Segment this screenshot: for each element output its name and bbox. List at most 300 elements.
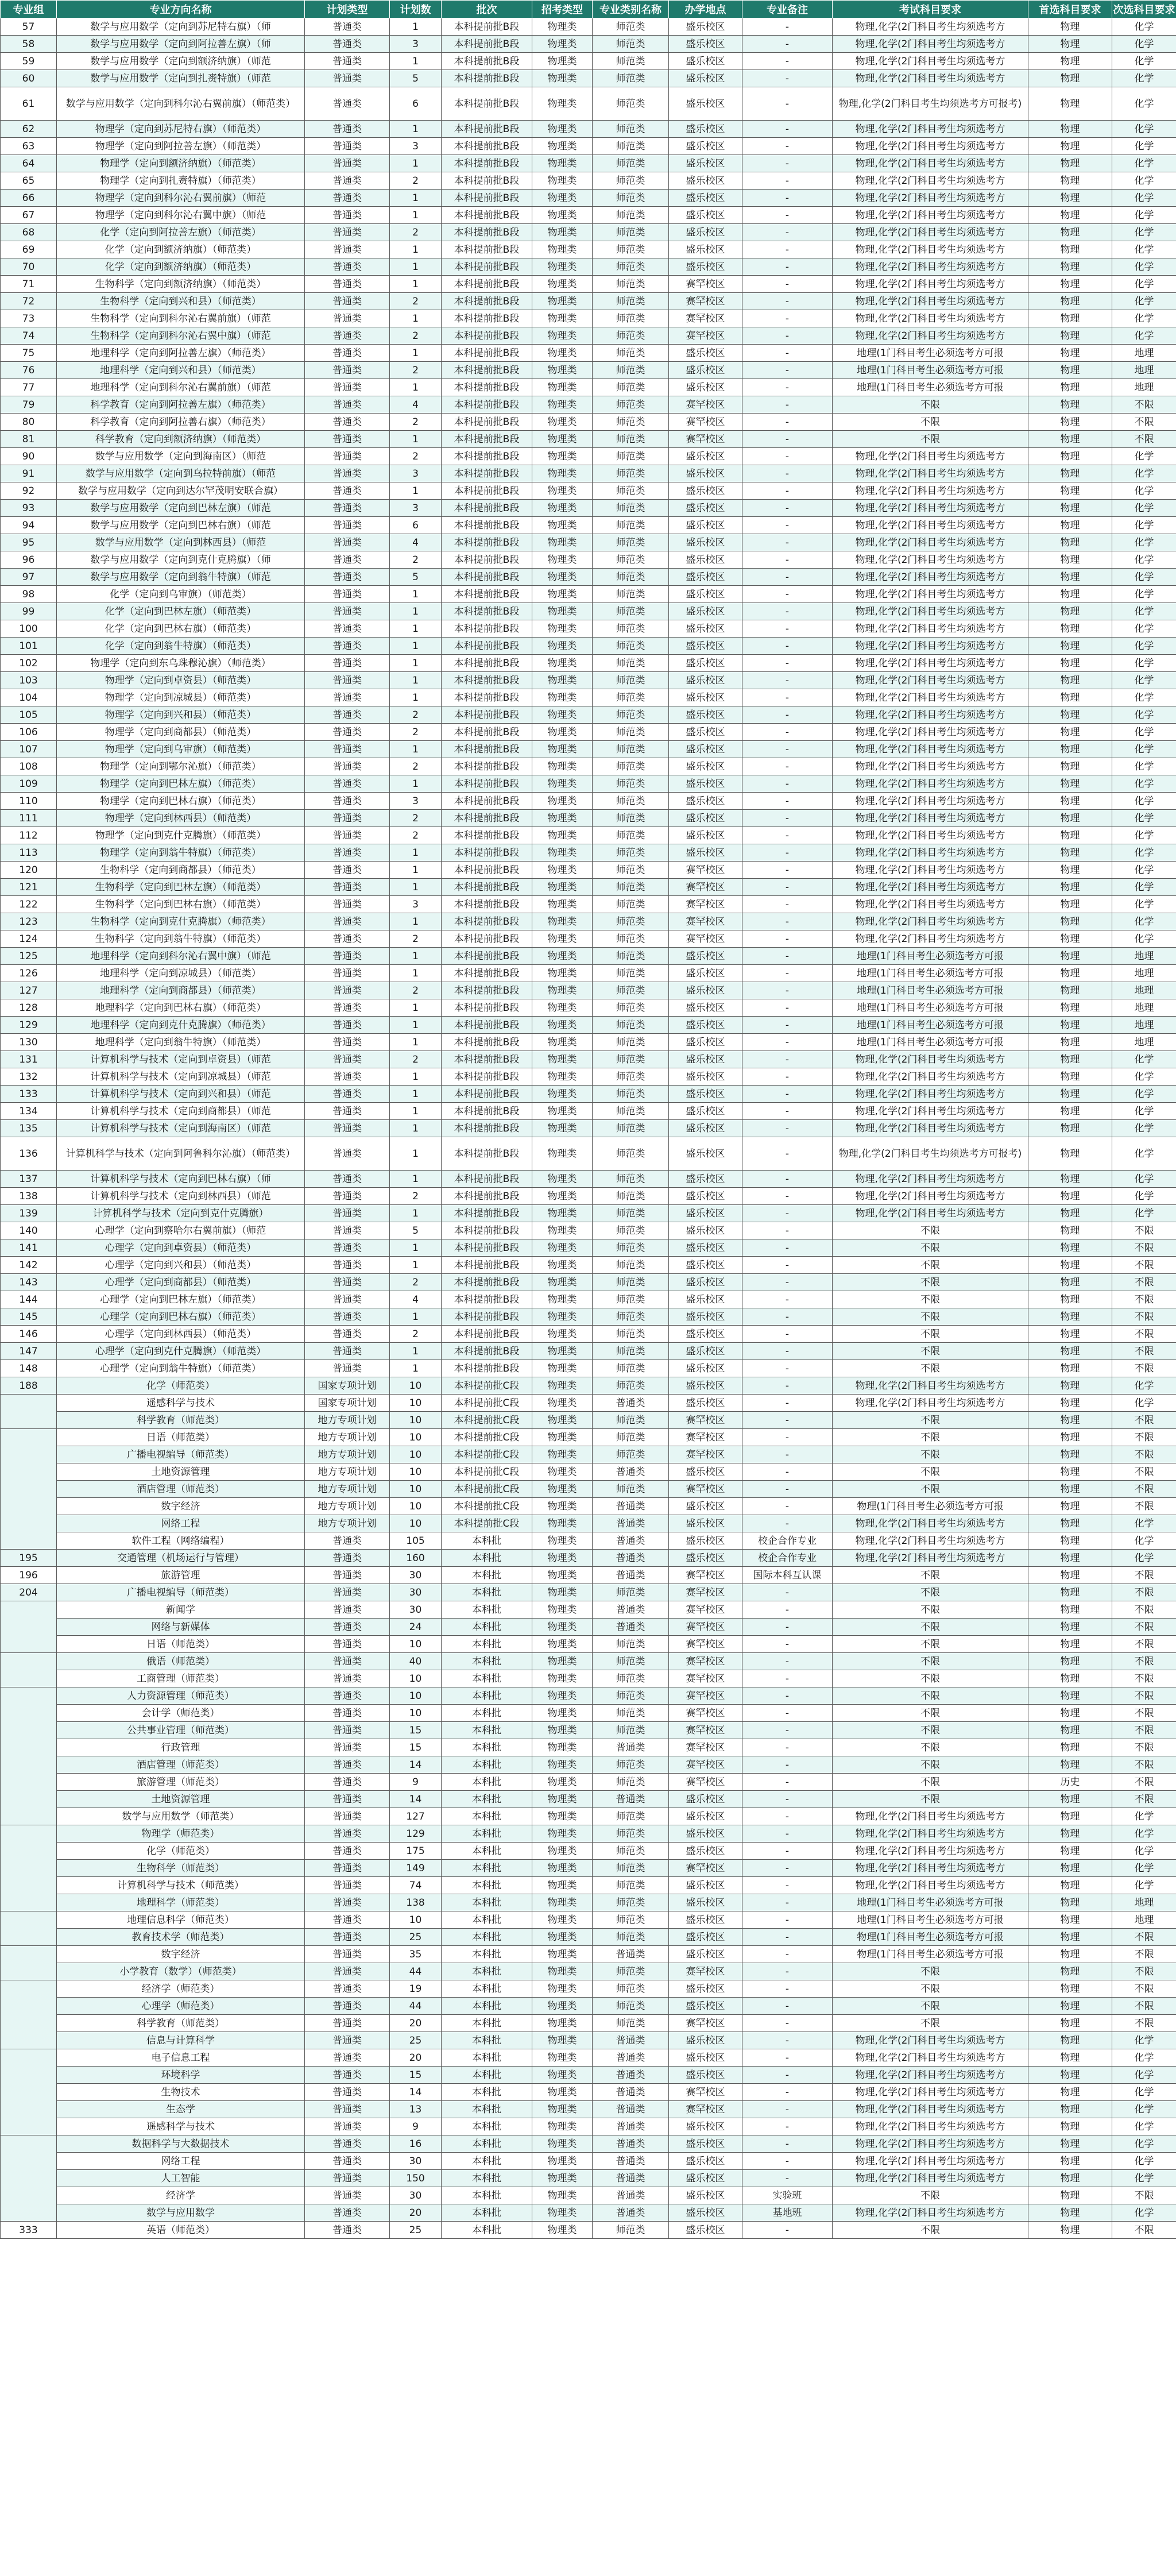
cell-exam-type: 物理类 [532,758,593,775]
cell-second-subject: 地理 [1112,965,1176,982]
cell-campus: 盛乐校区 [669,1550,742,1567]
cell-group: 77 [1,379,57,396]
cell-subject-req: 不限 [833,1998,1028,2015]
cell-subject-req: 物理,化学(2门科目考生均须选考方 [833,207,1028,224]
cell-exam-type: 物理类 [532,87,593,121]
cell-remark: - [742,1291,833,1308]
table-row [1,1463,1176,1481]
cell-batch: 本科提前批B段 [442,1274,532,1291]
cell-category: 师范类 [593,1120,669,1137]
cell-plan-type: 普通类 [305,1601,390,1619]
cell-plan-count: 1 [390,999,442,1017]
cell-batch: 本科提前批B段 [442,465,532,482]
cell-plan-type: 普通类 [305,362,390,379]
cell-plan-type: 普通类 [305,1239,390,1257]
cell-batch: 本科提前批C段 [442,1498,532,1515]
cell-campus: 赛罕校区 [669,1412,742,1429]
cell-major: 科学教育（定向到阿拉善左旗）（师范类） [57,396,305,414]
cell-subject-req: 物理,化学(2门科目考生均须选考方 [833,1051,1028,1068]
cell-category: 师范类 [593,448,669,465]
table-row [1,2015,1176,2032]
cell-exam-type: 物理类 [532,1791,593,1808]
cell-major: 物理学（定向到苏尼特右旗）（师范类） [57,121,305,138]
cell-major: 化学（师范类） [57,1843,305,1860]
cell-campus: 盛乐校区 [669,1377,742,1395]
table-row [1,207,1176,224]
cell-second-subject: 化学 [1112,18,1176,36]
cell-batch: 本科提前批B段 [442,345,532,362]
cell-campus: 盛乐校区 [669,603,742,620]
cell-group: 104 [1,689,57,706]
cell-group: 72 [1,293,57,310]
cell-campus: 盛乐校区 [669,1894,742,1911]
cell-major: 物理学（定向到东乌珠穆沁旗）（师范类） [57,655,305,672]
cell-second-subject: 化学 [1112,603,1176,620]
cell-plan-count: 2 [390,327,442,345]
table-row [1,896,1176,913]
cell-major: 心理学（定向到巴林右旗）（师范类） [57,1308,305,1326]
cell-remark: - [742,87,833,121]
cell-plan-type: 地方专项计划 [305,1481,390,1498]
cell-plan-type: 普通类 [305,276,390,293]
cell-batch: 本科批 [442,2187,532,2204]
cell-remark: - [742,2049,833,2067]
cell-plan-type: 普通类 [305,1257,390,1274]
table-row [1,2135,1176,2153]
cell-subject-req: 不限 [833,1446,1028,1463]
cell-batch: 本科批 [442,1963,532,1980]
cell-subject-req: 物理,化学(2门科目考生均须选考方 [833,810,1028,827]
cell-plan-type: 普通类 [305,1687,390,1705]
cell-remark: - [742,172,833,190]
cell-major: 物理学（定向到鄂尔沁旗）（师范类） [57,758,305,775]
cell-exam-type: 物理类 [532,793,593,810]
cell-exam-type: 物理类 [532,1894,593,1911]
cell-plan-type: 普通类 [305,1825,390,1843]
cell-second-subject: 不限 [1112,1963,1176,1980]
cell-plan-type: 普通类 [305,1722,390,1739]
cell-category: 师范类 [593,431,669,448]
cell-batch: 本科批 [442,1998,532,2015]
cell-exam-type: 物理类 [532,258,593,276]
cell-batch: 本科提前批B段 [442,706,532,724]
cell-group: 103 [1,672,57,689]
cell-first-subject: 物理 [1028,345,1112,362]
cell-first-subject: 物理 [1028,948,1112,965]
cell-major: 生物科学（定向到克什克腾旗）（师范类） [57,913,305,930]
table-row [1,793,1176,810]
cell-major: 经济学 [57,2187,305,2204]
cell-plan-type: 普通类 [305,1326,390,1343]
cell-batch: 本科提前批B段 [442,241,532,258]
cell-plan-count: 10 [390,1395,442,1412]
cell-major: 生物科学（定向到巴林右旗）（师范类） [57,896,305,913]
cell-plan-type: 普通类 [305,327,390,345]
cell-remark: - [742,1068,833,1086]
cell-plan-count: 1 [390,1017,442,1034]
cell-major: 化学（定向到翁牛特旗）（师范类） [57,638,305,655]
cell-major: 地理科学（师范类） [57,1894,305,1911]
cell-major: 数学与应用数学（定向到额济纳旗）（师范 [57,53,305,70]
cell-group [1,1911,57,1946]
cell-second-subject: 化学 [1112,2032,1176,2049]
cell-group: 95 [1,534,57,551]
cell-first-subject: 物理 [1028,603,1112,620]
cell-plan-count: 1 [390,53,442,70]
cell-campus: 赛罕校区 [669,1860,742,1877]
table-row [1,775,1176,793]
cell-remark: - [742,2015,833,2032]
cell-subject-req: 物理,化学(2门科目考生均须选考方 [833,724,1028,741]
cell-exam-type: 物理类 [532,293,593,310]
cell-plan-type: 普通类 [305,965,390,982]
cell-first-subject: 物理 [1028,517,1112,534]
cell-exam-type: 物理类 [532,844,593,862]
cell-second-subject: 化学 [1112,500,1176,517]
cell-exam-type: 物理类 [532,982,593,999]
cell-batch: 本科批 [442,1687,532,1705]
cell-first-subject: 物理 [1028,1705,1112,1722]
cell-category: 师范类 [593,758,669,775]
cell-major: 地理科学（定向到科尔沁右翼前旗）（师范 [57,379,305,396]
table-row [1,1343,1176,1360]
cell-exam-type: 物理类 [532,999,593,1017]
cell-plan-count: 1 [390,965,442,982]
cell-batch: 本科提前批B段 [442,327,532,345]
cell-category: 师范类 [593,620,669,638]
cell-campus: 盛乐校区 [669,1843,742,1860]
cell-subject-req: 物理,化学(2门科目考生均须选考方 [833,276,1028,293]
cell-second-subject: 不限 [1112,1774,1176,1791]
cell-subject-req: 物理,化学(2门科目考生均须选考方 [833,741,1028,758]
cell-subject-req: 物理,化学(2门科目考生均须选考方 [833,36,1028,53]
cell-plan-count: 9 [390,2118,442,2135]
cell-batch: 本科提前批B段 [442,724,532,741]
cell-exam-type: 物理类 [532,1463,593,1481]
cell-category: 普通类 [593,1791,669,1808]
cell-remark: - [742,620,833,638]
cell-major: 行政管理 [57,1739,305,1756]
cell-subject-req: 物理,化学(2门科目考生均须选考方 [833,1532,1028,1550]
header-batch: 批次 [442,1,532,18]
cell-category: 师范类 [593,18,669,36]
cell-group: 134 [1,1103,57,1120]
cell-category: 师范类 [593,586,669,603]
cell-batch: 本科批 [442,1739,532,1756]
cell-campus: 盛乐校区 [669,2032,742,2049]
cell-second-subject: 化学 [1112,689,1176,706]
cell-remark: - [742,810,833,827]
cell-plan-type: 普通类 [305,2222,390,2239]
cell-category: 普通类 [593,2084,669,2101]
cell-plan-count: 2 [390,224,442,241]
cell-subject-req: 不限 [833,1481,1028,1498]
cell-plan-count: 1 [390,1137,442,1171]
cell-batch: 本科提前批C段 [442,1515,532,1532]
cell-category: 师范类 [593,930,669,948]
cell-plan-type: 普通类 [305,517,390,534]
cell-first-subject: 物理 [1028,551,1112,569]
cell-second-subject: 化学 [1112,155,1176,172]
cell-group: 127 [1,982,57,999]
table-row [1,1498,1176,1515]
cell-major: 工商管理（师范类） [57,1670,305,1687]
table-row [1,1274,1176,1291]
table-row [1,965,1176,982]
table-row [1,379,1176,396]
cell-exam-type: 物理类 [532,1636,593,1653]
cell-group: 136 [1,1137,57,1171]
cell-exam-type: 物理类 [532,1360,593,1377]
cell-second-subject: 化学 [1112,2049,1176,2067]
cell-exam-type: 物理类 [532,1274,593,1291]
cell-batch: 本科批 [442,1980,532,1998]
cell-plan-type: 普通类 [305,551,390,569]
cell-plan-count: 30 [390,1601,442,1619]
table-row [1,465,1176,482]
cell-major: 小学教育（数学）（师范类） [57,1963,305,1980]
cell-second-subject: 不限 [1112,1739,1176,1756]
cell-campus: 赛罕校区 [669,1636,742,1653]
cell-campus: 盛乐校区 [669,2222,742,2239]
cell-second-subject: 化学 [1112,913,1176,930]
cell-plan-count: 1 [390,689,442,706]
cell-plan-count: 19 [390,1980,442,1998]
cell-group: 61 [1,87,57,121]
cell-remark: - [742,293,833,310]
cell-second-subject: 不限 [1112,1222,1176,1239]
cell-remark: - [742,448,833,465]
cell-first-subject: 物理 [1028,53,1112,70]
cell-subject-req: 物理,化学(2门科目考生均须选考方 [833,224,1028,241]
cell-batch: 本科批 [442,2135,532,2153]
cell-major: 地理信息科学（师范类） [57,1911,305,1929]
cell-subject-req: 物理,化学(2门科目考生均须选考方 [833,1860,1028,1877]
cell-major: 计算机科学与技术（定向到凉城县）（师范 [57,1068,305,1086]
cell-exam-type: 物理类 [532,1550,593,1567]
cell-plan-type: 普通类 [305,258,390,276]
cell-major: 遥感科学与技术 [57,2118,305,2135]
cell-subject-req: 地理(1门科目考生必须选考方可报 [833,362,1028,379]
cell-exam-type: 物理类 [532,879,593,896]
cell-plan-count: 10 [390,1911,442,1929]
cell-plan-count: 1 [390,345,442,362]
cell-plan-count: 2 [390,930,442,948]
cell-exam-type: 物理类 [532,1687,593,1705]
cell-plan-count: 138 [390,1894,442,1911]
cell-plan-count: 14 [390,1791,442,1808]
cell-plan-type: 普通类 [305,758,390,775]
cell-plan-count: 1 [390,379,442,396]
cell-remark: - [742,224,833,241]
cell-batch: 本科提前批B段 [442,190,532,207]
cell-remark: - [742,1584,833,1601]
cell-category: 师范类 [593,70,669,87]
cell-group: 112 [1,827,57,844]
cell-remark: - [742,1739,833,1756]
cell-plan-type: 普通类 [305,431,390,448]
cell-major: 化学（定向到额济纳旗）（师范类） [57,258,305,276]
cell-batch: 本科提前批B段 [442,1257,532,1274]
cell-second-subject: 不限 [1112,1653,1176,1670]
cell-first-subject: 物理 [1028,1308,1112,1326]
cell-first-subject: 物理 [1028,2101,1112,2118]
cell-group [1,1687,57,1825]
cell-first-subject: 物理 [1028,1670,1112,1687]
cell-plan-type: 普通类 [305,1929,390,1946]
cell-second-subject: 不限 [1112,1791,1176,1808]
cell-category: 师范类 [593,741,669,758]
cell-remark: - [742,2084,833,2101]
cell-major: 经济学（师范类） [57,1980,305,1998]
cell-second-subject: 化学 [1112,1068,1176,1086]
cell-group [1,1395,57,1429]
cell-remark: - [742,2222,833,2239]
cell-campus: 赛罕校区 [669,2101,742,2118]
table-row [1,930,1176,948]
cell-campus: 盛乐校区 [669,1326,742,1343]
cell-plan-type: 普通类 [305,1222,390,1239]
cell-category: 师范类 [593,551,669,569]
cell-category: 师范类 [593,706,669,724]
cell-plan-type: 普通类 [305,879,390,896]
cell-category: 师范类 [593,155,669,172]
cell-campus: 盛乐校区 [669,1532,742,1550]
cell-campus: 盛乐校区 [669,1998,742,2015]
cell-first-subject: 物理 [1028,70,1112,87]
cell-first-subject: 物理 [1028,500,1112,517]
cell-second-subject: 化学 [1112,930,1176,948]
cell-remark: - [742,1911,833,1929]
cell-major: 物理学（定向到阿拉善左旗）（师范类） [57,138,305,155]
cell-second-subject: 地理 [1112,1894,1176,1911]
cell-campus: 赛罕校区 [669,1722,742,1739]
cell-category: 师范类 [593,258,669,276]
cell-exam-type: 物理类 [532,431,593,448]
cell-second-subject: 化学 [1112,207,1176,224]
cell-remark: - [742,241,833,258]
cell-plan-type: 普通类 [305,603,390,620]
table-row [1,879,1176,896]
cell-category: 师范类 [593,1068,669,1086]
cell-category: 师范类 [593,569,669,586]
cell-batch: 本科提前批B段 [442,121,532,138]
cell-exam-type: 物理类 [532,603,593,620]
cell-plan-count: 2 [390,827,442,844]
cell-remark: - [742,310,833,327]
cell-second-subject: 化学 [1112,2204,1176,2222]
cell-second-subject: 不限 [1112,1980,1176,1998]
cell-category: 师范类 [593,1653,669,1670]
table-row [1,1412,1176,1429]
table-row [1,1103,1176,1120]
table-row [1,396,1176,414]
cell-remark: - [742,1670,833,1687]
cell-subject-req: 不限 [833,1326,1028,1343]
table-row [1,517,1176,534]
cell-campus: 盛乐校区 [669,362,742,379]
cell-group: 124 [1,930,57,948]
cell-major: 地理科学（定向到凉城县）（师范类） [57,965,305,982]
cell-subject-req: 物理,化学(2门科目考生均须选考方 [833,53,1028,70]
cell-subject-req: 物理,化学(2门科目考生均须选考方 [833,1515,1028,1532]
cell-exam-type: 物理类 [532,1877,593,1894]
cell-plan-type: 普通类 [305,1137,390,1171]
cell-plan-type: 普通类 [305,1980,390,1998]
cell-category: 师范类 [593,224,669,241]
cell-plan-count: 5 [390,569,442,586]
cell-exam-type: 物理类 [532,689,593,706]
cell-remark: - [742,362,833,379]
cell-second-subject: 化学 [1112,827,1176,844]
cell-exam-type: 物理类 [532,517,593,534]
cell-batch: 本科批 [442,1532,532,1550]
cell-exam-type: 物理类 [532,396,593,414]
cell-remark: - [742,1998,833,2015]
cell-group: 195 [1,1550,57,1567]
cell-group: 204 [1,1584,57,1601]
cell-second-subject: 化学 [1112,224,1176,241]
cell-plan-type: 普通类 [305,70,390,87]
table-row [1,1239,1176,1257]
table-row [1,1532,1176,1550]
cell-campus: 盛乐校区 [669,1929,742,1946]
cell-exam-type: 物理类 [532,930,593,948]
cell-subject-req: 物理,化学(2门科目考生均须选考方 [833,896,1028,913]
cell-subject-req: 物理,化学(2门科目考生均须选考方 [833,1068,1028,1086]
cell-first-subject: 物理 [1028,1034,1112,1051]
cell-major: 计算机科学与技术（师范类） [57,1877,305,1894]
cell-second-subject: 不限 [1112,1343,1176,1360]
cell-first-subject: 物理 [1028,1481,1112,1498]
cell-remark: - [742,155,833,172]
cell-campus: 赛罕校区 [669,2015,742,2032]
cell-group: 133 [1,1086,57,1103]
cell-major: 物理学（定向到翁牛特旗）（师范类） [57,844,305,862]
cell-exam-type: 物理类 [532,965,593,982]
table-row [1,1739,1176,1756]
table-row [1,551,1176,569]
cell-batch: 本科批 [442,1911,532,1929]
cell-exam-type: 物理类 [532,138,593,155]
cell-major: 生物科学（师范类） [57,1860,305,1877]
cell-category: 师范类 [593,1171,669,1188]
cell-major: 交通管理（机场运行与管理） [57,1550,305,1567]
cell-campus: 盛乐校区 [669,379,742,396]
cell-category: 师范类 [593,965,669,982]
cell-group: 91 [1,465,57,482]
cell-first-subject: 物理 [1028,1188,1112,1205]
cell-exam-type: 物理类 [532,224,593,241]
cell-category: 普通类 [593,2101,669,2118]
cell-remark: - [742,1498,833,1515]
cell-plan-type: 普通类 [305,465,390,482]
cell-plan-type: 普通类 [305,2187,390,2204]
table-row [1,1017,1176,1034]
table-row [1,1360,1176,1377]
cell-group: 139 [1,1205,57,1222]
table-row [1,1653,1176,1670]
cell-campus: 盛乐校区 [669,517,742,534]
cell-campus: 赛罕校区 [669,1619,742,1636]
cell-batch: 本科提前批B段 [442,1239,532,1257]
cell-batch: 本科批 [442,2170,532,2187]
cell-group: 122 [1,896,57,913]
cell-major: 生物科学（定向到科尔沁右翼中旗）（师范 [57,327,305,345]
cell-batch: 本科批 [442,2101,532,2118]
table-row [1,362,1176,379]
cell-remark: - [742,1274,833,1291]
